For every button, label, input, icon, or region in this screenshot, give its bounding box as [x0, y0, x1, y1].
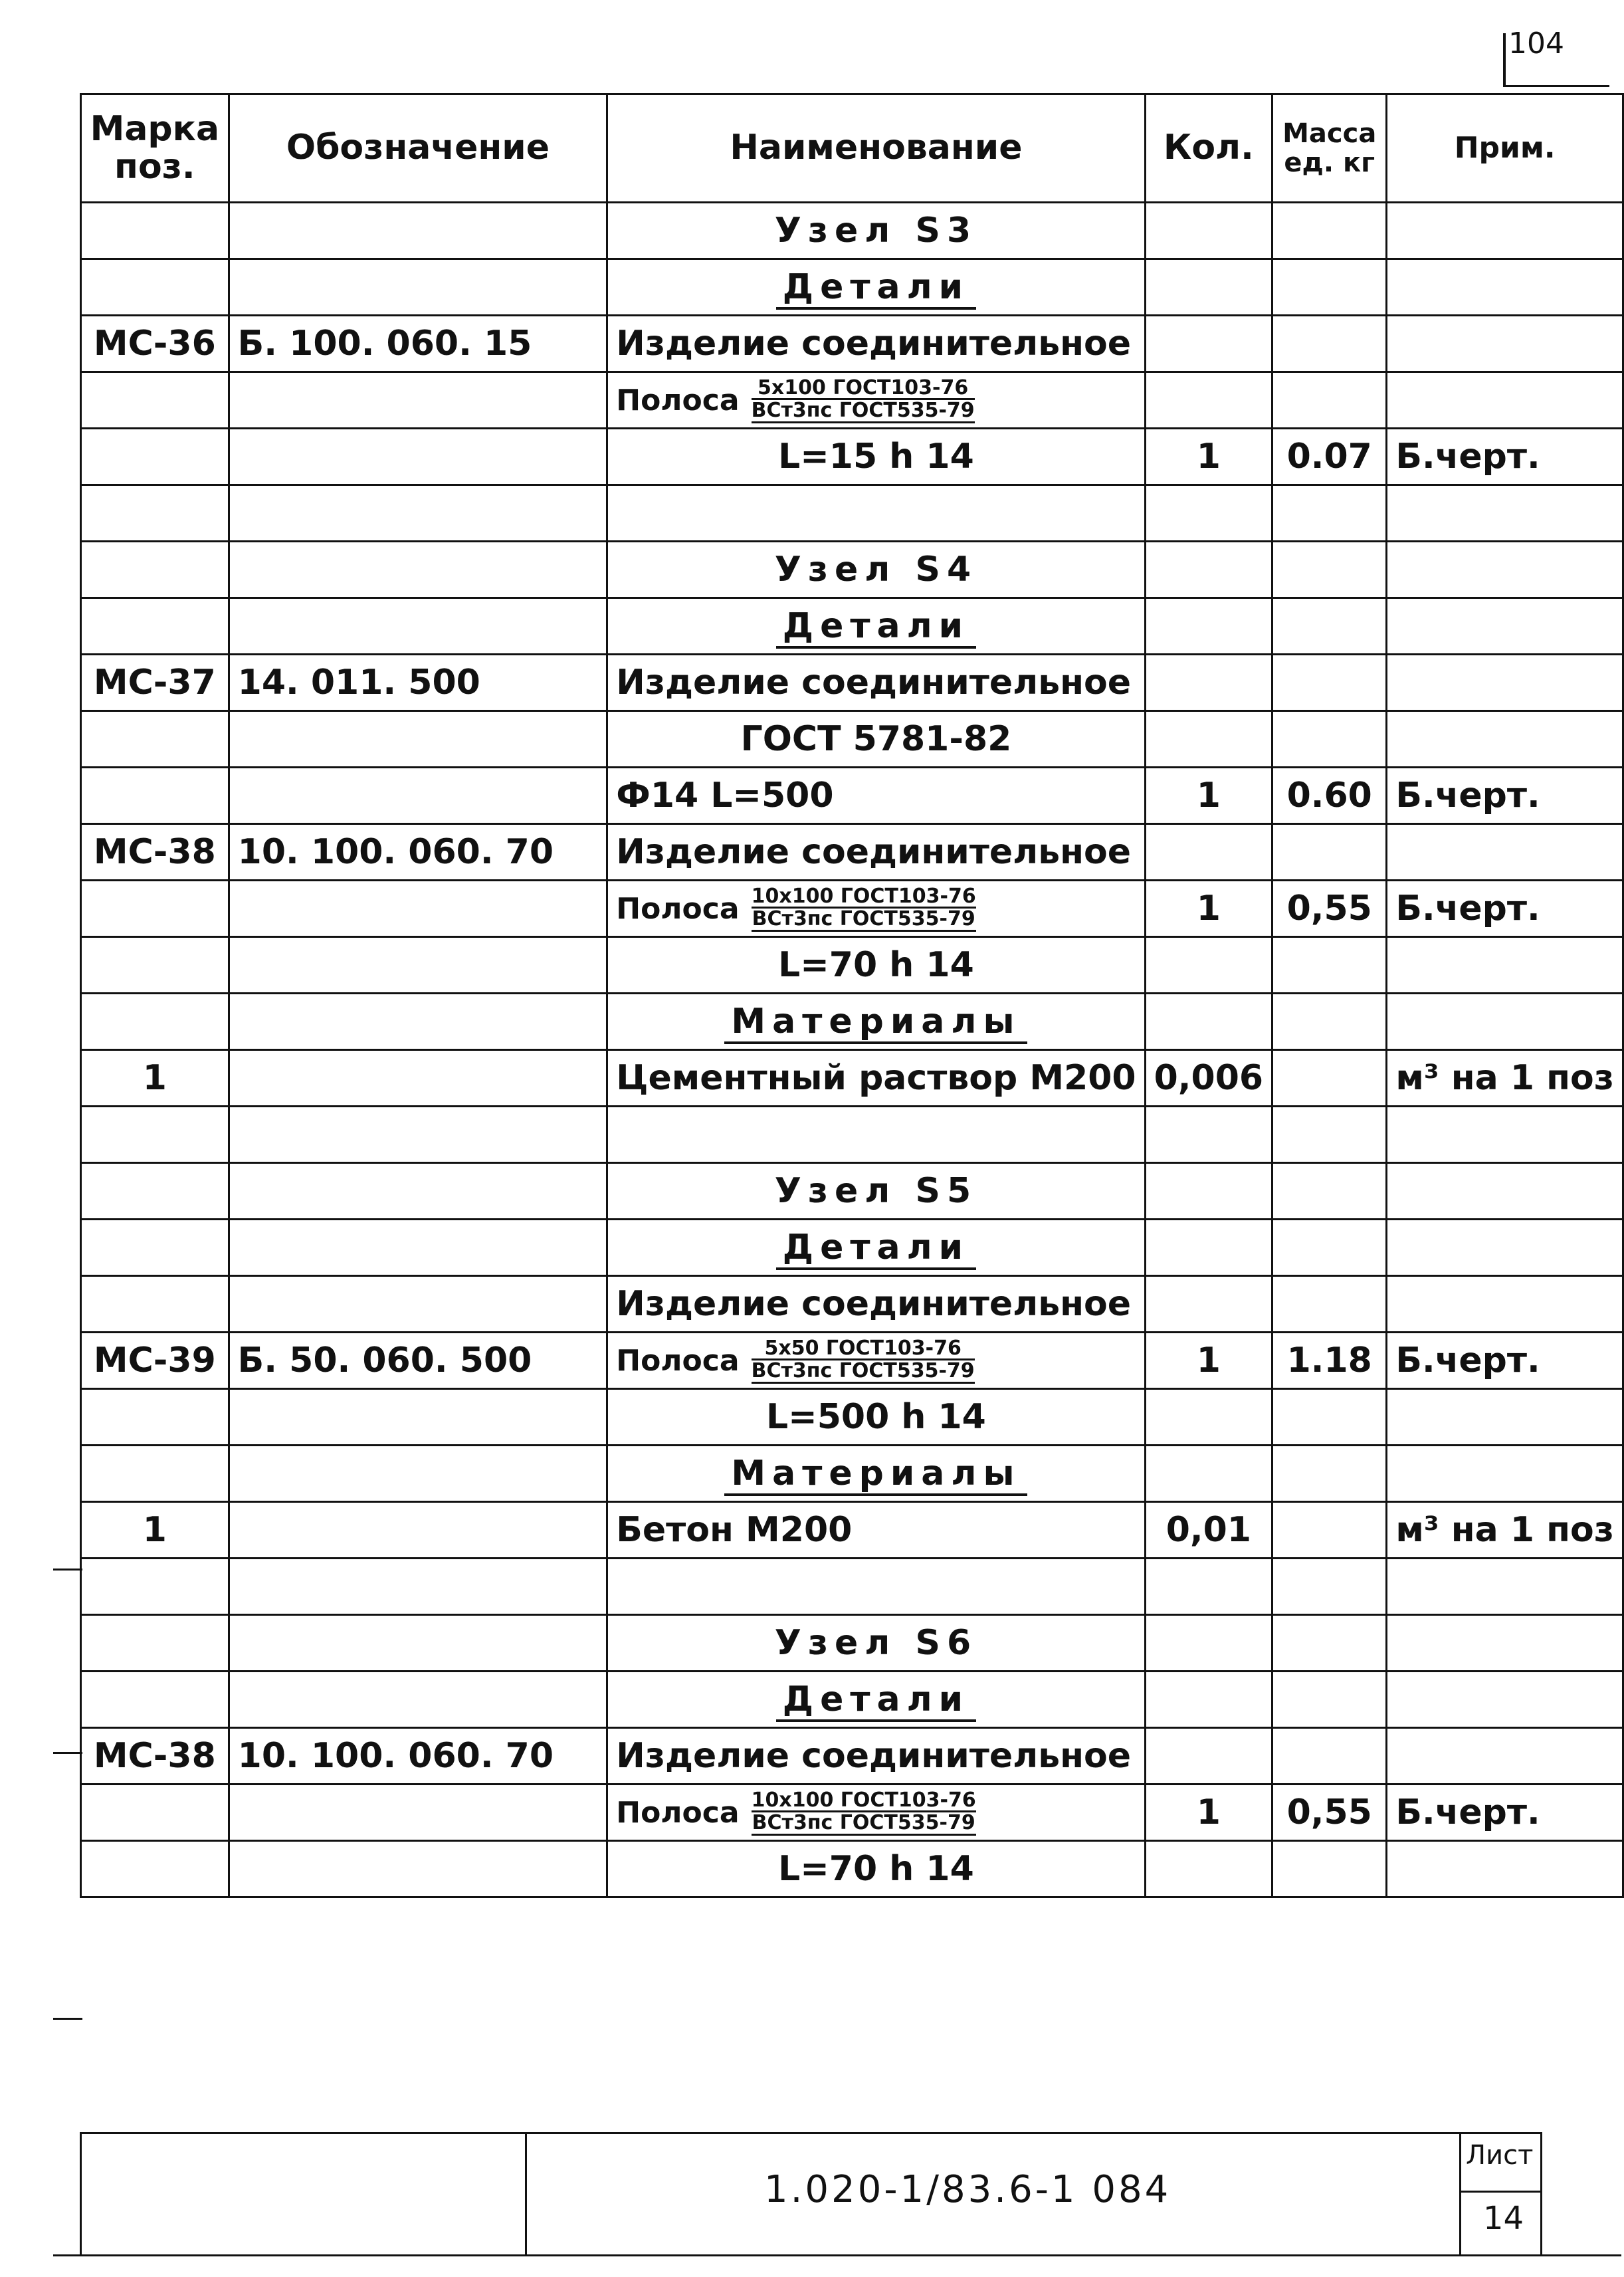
- cell-qty: [1145, 542, 1272, 598]
- table-row: [81, 1841, 1623, 1898]
- cell-note: м³ на 1 поз: [1387, 1050, 1623, 1107]
- cell-note: [1387, 994, 1623, 1050]
- cell-mass: [1272, 1615, 1387, 1672]
- cell-designation: [229, 994, 607, 1050]
- cell-name: [607, 1220, 1145, 1276]
- table-row: [81, 1672, 1623, 1728]
- cell-qty: [1145, 655, 1272, 711]
- cell-note: [1387, 1559, 1623, 1615]
- cell-note: [1387, 711, 1623, 768]
- cell-note: [1387, 1841, 1623, 1898]
- table-row: [81, 485, 1623, 542]
- table-header-row: [81, 94, 1623, 203]
- cell-mark: [81, 1559, 229, 1615]
- cell-note: [1387, 655, 1623, 711]
- cell-mark: [81, 1220, 229, 1276]
- cell-note: [1387, 485, 1623, 542]
- table-row: [81, 598, 1623, 655]
- table-row: [81, 542, 1623, 598]
- cell-designation: [229, 1672, 607, 1728]
- cell-mark: [81, 937, 229, 994]
- table-row: [81, 203, 1623, 259]
- cell-name: Изделие соединительное: [607, 316, 1145, 372]
- cell-mass: [1272, 1276, 1387, 1333]
- cell-mark: [81, 1107, 229, 1163]
- cell-designation: [229, 881, 607, 937]
- cell-mass: [1272, 994, 1387, 1050]
- cell-name: [607, 1446, 1145, 1502]
- cell-designation: [229, 372, 607, 429]
- spec-top: 5х50 ГОСТ103-76: [752, 1338, 975, 1361]
- table-row: [81, 937, 1623, 994]
- cell-mark: МС-39: [81, 1333, 229, 1389]
- cell-name: [607, 485, 1145, 542]
- spec-top: 10х100 ГОСТ103-76: [751, 1788, 976, 1812]
- cell-note: [1387, 598, 1623, 655]
- cell-mark: МС-38: [81, 824, 229, 881]
- margin-mark: [53, 1569, 82, 1571]
- cell-mark: [81, 881, 229, 937]
- cell-name: [607, 1107, 1145, 1163]
- cell-note: [1387, 372, 1623, 429]
- stamp-divider: [525, 2132, 527, 2254]
- section-title: Узел S4: [607, 542, 1145, 598]
- stamp-right-line: [1540, 2132, 1542, 2254]
- cell-designation: [229, 1220, 607, 1276]
- page-number-rule: [1503, 85, 1609, 87]
- cell-note: [1387, 937, 1623, 994]
- subsection-title: Детали: [776, 1680, 976, 1722]
- spec-fraction: [752, 378, 975, 423]
- cell-note: [1387, 1107, 1623, 1163]
- cell-name: [607, 994, 1145, 1050]
- cell-qty: [1145, 259, 1272, 316]
- cell-qty: [1145, 372, 1272, 429]
- cell-qty: [1145, 1163, 1272, 1220]
- cell-note: Б.черт.: [1387, 881, 1623, 937]
- cell-designation: [229, 1502, 607, 1559]
- cell-mass: [1272, 711, 1387, 768]
- cell-note: [1387, 1389, 1623, 1446]
- header-designation: Обозначение: [229, 94, 607, 203]
- cell-note: [1387, 542, 1623, 598]
- table-row: [81, 881, 1623, 937]
- cell-name: L=15 h 14: [607, 429, 1145, 485]
- cell-mass: [1272, 485, 1387, 542]
- cell-designation: 14. 011. 500: [229, 655, 607, 711]
- cell-qty: [1145, 937, 1272, 994]
- cell-note: [1387, 1220, 1623, 1276]
- spec-prefix: Полоса: [616, 383, 740, 417]
- cell-mass: [1272, 1502, 1387, 1559]
- section-title: Узел S3: [607, 203, 1145, 259]
- cell-mass: [1272, 1220, 1387, 1276]
- subsection-title: Детали: [776, 1228, 976, 1270]
- cell-mass: [1272, 259, 1387, 316]
- cell-designation: [229, 429, 607, 485]
- cell-name: [607, 881, 1145, 937]
- stamp-left-line: [80, 2132, 82, 2254]
- cell-name: Изделие соединительное: [607, 1276, 1145, 1333]
- cell-designation: [229, 1389, 607, 1446]
- cell-name: [607, 598, 1145, 655]
- cell-mark: [81, 1672, 229, 1728]
- cell-mass: 0.07: [1272, 429, 1387, 485]
- cell-designation: [229, 1163, 607, 1220]
- cell-mass: [1272, 1163, 1387, 1220]
- cell-mass: [1272, 316, 1387, 372]
- cell-mass: [1272, 203, 1387, 259]
- cell-note: [1387, 1446, 1623, 1502]
- cell-mass: [1272, 542, 1387, 598]
- cell-mass: [1272, 372, 1387, 429]
- header-mass: Масса ед. кг: [1272, 94, 1387, 203]
- header-name: Наименование: [607, 94, 1145, 203]
- cell-mark: 1: [81, 1050, 229, 1107]
- cell-mass: 0,55: [1272, 881, 1387, 937]
- cell-designation: [229, 259, 607, 316]
- cell-qty: [1145, 1728, 1272, 1785]
- cell-qty: [1145, 1841, 1272, 1898]
- cell-name: [607, 1333, 1145, 1389]
- cell-qty: 1: [1145, 881, 1272, 937]
- cell-qty: [1145, 1276, 1272, 1333]
- cell-note: [1387, 203, 1623, 259]
- sheet-number: 14: [1483, 2200, 1524, 2237]
- subsection-title: Материалы: [724, 1454, 1027, 1496]
- spec-fraction: [752, 1338, 975, 1384]
- table-row: [81, 1333, 1623, 1389]
- cell-mass: [1272, 1841, 1387, 1898]
- cell-qty: [1145, 1672, 1272, 1728]
- cell-qty: [1145, 1559, 1272, 1615]
- stamp-bottom-line: [53, 2254, 1621, 2256]
- cell-designation: [229, 598, 607, 655]
- stamp-top-line: [80, 2132, 1542, 2134]
- spec-fraction: [752, 886, 976, 932]
- cell-note: [1387, 824, 1623, 881]
- table-row: [81, 655, 1623, 711]
- cell-mark: [81, 1163, 229, 1220]
- table-row: [81, 768, 1623, 824]
- cell-mass: [1272, 1389, 1387, 1446]
- cell-designation: 10. 100. 060. 70: [229, 1728, 607, 1785]
- cell-mark: [81, 259, 229, 316]
- table-row: [81, 711, 1623, 768]
- page-number: 104: [1508, 27, 1564, 60]
- cell-qty: [1145, 1220, 1272, 1276]
- margin-mark: [53, 1752, 82, 1754]
- table-row: [81, 1276, 1623, 1333]
- cell-mass: 1.18: [1272, 1333, 1387, 1389]
- cell-note: [1387, 316, 1623, 372]
- cell-mark: [81, 203, 229, 259]
- cell-name: Цементный раствор М200: [607, 1050, 1145, 1107]
- table-row: [81, 994, 1623, 1050]
- header-mark: Марка поз.: [81, 94, 229, 203]
- cell-designation: [229, 203, 607, 259]
- cell-qty: [1145, 485, 1272, 542]
- subsection-title: Детали: [776, 267, 976, 310]
- cell-mark: [81, 1841, 229, 1898]
- header-qty: Кол.: [1145, 94, 1272, 203]
- cell-mark: [81, 429, 229, 485]
- table-row: [81, 429, 1623, 485]
- cell-name: ГОСТ 5781-82: [607, 711, 1145, 768]
- table-row: [81, 1728, 1623, 1785]
- cell-note: Б.черт.: [1387, 1333, 1623, 1389]
- header-note: Прим.: [1387, 94, 1623, 203]
- cell-designation: [229, 485, 607, 542]
- cell-name: Изделие соединительное: [607, 1728, 1145, 1785]
- cell-mass: [1272, 937, 1387, 994]
- stamp-divider: [1459, 2132, 1461, 2254]
- cell-designation: [229, 1785, 607, 1841]
- cell-mass: [1272, 1559, 1387, 1615]
- cell-mark: [81, 485, 229, 542]
- cell-mass: 0,55: [1272, 1785, 1387, 1841]
- cell-name: L=70 h 14: [607, 937, 1145, 994]
- section-title: Узел S6: [607, 1615, 1145, 1672]
- table-row: [81, 1446, 1623, 1502]
- spec-bottom: ВСт3пс ГОСТ535-79: [752, 1811, 975, 1834]
- section-title: Узел S5: [607, 1163, 1145, 1220]
- cell-name: [607, 372, 1145, 429]
- page-number-tick: [1503, 33, 1506, 86]
- subsection-title: Материалы: [724, 1002, 1027, 1044]
- spec-fraction: [752, 1790, 976, 1836]
- cell-mark: [81, 598, 229, 655]
- cell-qty: [1145, 824, 1272, 881]
- table-row: [81, 1559, 1623, 1615]
- cell-mass: [1272, 1728, 1387, 1785]
- cell-qty: 1: [1145, 768, 1272, 824]
- cell-designation: [229, 1107, 607, 1163]
- cell-qty: [1145, 1389, 1272, 1446]
- table-row: [81, 1502, 1623, 1559]
- cell-name: L=70 h 14: [607, 1841, 1145, 1898]
- spec-prefix: Полоса: [616, 1343, 740, 1378]
- cell-mark: [81, 1389, 229, 1446]
- cell-mark: [81, 372, 229, 429]
- cell-note: Б.черт.: [1387, 1785, 1623, 1841]
- cell-mark: МС-37: [81, 655, 229, 711]
- cell-mark: 1: [81, 1502, 229, 1559]
- spec-bottom: ВСт3пс ГОСТ535-79: [751, 399, 975, 422]
- spec-top: 10х100 ГОСТ103-76: [751, 884, 976, 908]
- cell-designation: [229, 1559, 607, 1615]
- cell-qty: [1145, 203, 1272, 259]
- cell-name: [607, 259, 1145, 316]
- table-row: [81, 1389, 1623, 1446]
- cell-qty: 0,01: [1145, 1502, 1272, 1559]
- cell-note: [1387, 1728, 1623, 1785]
- cell-qty: 1: [1145, 1333, 1272, 1389]
- cell-note: Б.черт.: [1387, 768, 1623, 824]
- subsection-title: Детали: [776, 606, 976, 649]
- cell-note: м³ на 1 поз: [1387, 1502, 1623, 1559]
- cell-designation: [229, 1615, 607, 1672]
- cell-note: [1387, 1163, 1623, 1220]
- cell-mass: [1272, 655, 1387, 711]
- cell-mark: [81, 1785, 229, 1841]
- table-row: [81, 259, 1623, 316]
- cell-qty: [1145, 1446, 1272, 1502]
- table-row: [81, 316, 1623, 372]
- table-row: [81, 1107, 1623, 1163]
- cell-name: L=500 h 14: [607, 1389, 1145, 1446]
- cell-name: Ф14 L=500: [607, 768, 1145, 824]
- spec-bottom: ВСт3пс ГОСТ535-79: [751, 1359, 975, 1382]
- cell-designation: [229, 1841, 607, 1898]
- cell-qty: 1: [1145, 429, 1272, 485]
- cell-designation: [229, 711, 607, 768]
- cell-designation: [229, 768, 607, 824]
- table-row: [81, 1163, 1623, 1220]
- cell-name: [607, 1785, 1145, 1841]
- cell-designation: [229, 1276, 607, 1333]
- cell-note: Б.черт.: [1387, 429, 1623, 485]
- table-row: [81, 824, 1623, 881]
- document-code: 1.020-1/83.6-1 084: [764, 2168, 1171, 2211]
- stamp-divider: [1459, 2191, 1542, 2193]
- cell-mark: [81, 1615, 229, 1672]
- cell-mark: [81, 768, 229, 824]
- cell-qty: 0,006: [1145, 1050, 1272, 1107]
- cell-qty: [1145, 711, 1272, 768]
- cell-name: [607, 1672, 1145, 1728]
- cell-qty: 1: [1145, 1785, 1272, 1841]
- cell-note: [1387, 1672, 1623, 1728]
- spec-top: 5х100 ГОСТ103-76: [752, 378, 975, 401]
- cell-mark: [81, 994, 229, 1050]
- cell-mass: [1272, 1672, 1387, 1728]
- table-row: [81, 372, 1623, 429]
- cell-mass: [1272, 598, 1387, 655]
- cell-mark: МС-36: [81, 316, 229, 372]
- cell-qty: [1145, 1615, 1272, 1672]
- specification-table: [80, 93, 1624, 1898]
- cell-qty: [1145, 316, 1272, 372]
- spec-bottom: ВСт3пс ГОСТ535-79: [752, 907, 975, 930]
- cell-designation: [229, 937, 607, 994]
- cell-note: [1387, 1276, 1623, 1333]
- cell-designation: [229, 1446, 607, 1502]
- cell-mark: [81, 711, 229, 768]
- cell-qty: [1145, 1107, 1272, 1163]
- cell-mass: [1272, 1107, 1387, 1163]
- cell-note: [1387, 259, 1623, 316]
- cell-name: Изделие соединительное: [607, 655, 1145, 711]
- cell-mass: [1272, 824, 1387, 881]
- table-row: [81, 1220, 1623, 1276]
- cell-name: Изделие соединительное: [607, 824, 1145, 881]
- cell-mass: [1272, 1050, 1387, 1107]
- cell-mark: МС-38: [81, 1728, 229, 1785]
- table-row: [81, 1615, 1623, 1672]
- cell-name: Бетон М200: [607, 1502, 1145, 1559]
- table-row: [81, 1785, 1623, 1841]
- cell-mark: [81, 1276, 229, 1333]
- cell-designation: 10. 100. 060. 70: [229, 824, 607, 881]
- cell-designation: [229, 1050, 607, 1107]
- cell-name: [607, 1559, 1145, 1615]
- cell-qty: [1145, 994, 1272, 1050]
- cell-mass: [1272, 1446, 1387, 1502]
- cell-designation: Б. 100. 060. 15: [229, 316, 607, 372]
- sheet-label: Лист: [1466, 2140, 1534, 2171]
- cell-designation: Б. 50. 060. 500: [229, 1333, 607, 1389]
- cell-mark: [81, 542, 229, 598]
- cell-mass: 0.60: [1272, 768, 1387, 824]
- cell-note: [1387, 1615, 1623, 1672]
- table-row: [81, 1050, 1623, 1107]
- spec-prefix: Полоса: [616, 891, 740, 926]
- spec-prefix: Полоса: [616, 1795, 740, 1830]
- cell-mark: [81, 1446, 229, 1502]
- margin-mark: [53, 2018, 82, 2020]
- cell-designation: [229, 542, 607, 598]
- cell-qty: [1145, 598, 1272, 655]
